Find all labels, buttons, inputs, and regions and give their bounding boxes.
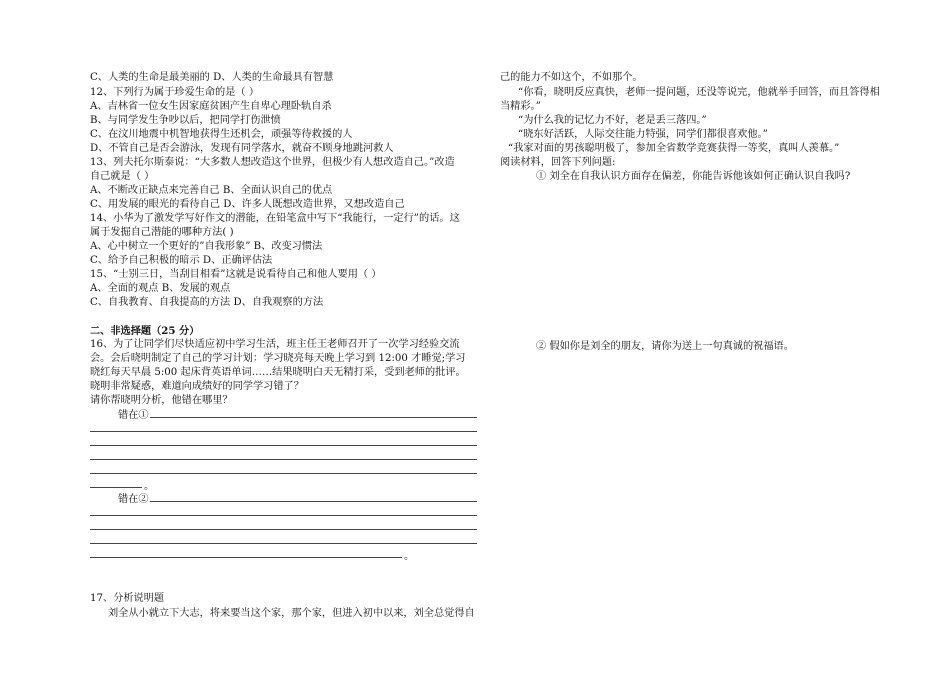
q17-line1: 刘全从小就立下大志，将来要当这个家，那个家，但进入初中以来，刘全总觉得自 [108,608,475,619]
q15-options-ab: A、全面的观点 B、发展的观点 [90,283,231,294]
material-line-2: “你看，晓明反应真快，老师一提问题，还没等说完，他就举手回答，而且答得相 [518,87,880,98]
answer-line[interactable] [90,529,477,530]
q14-options-ab: A、心中树立一个更好的”自我形象” B、改变习惯法 [90,241,323,252]
answer-line[interactable] [150,501,477,502]
read-instruction: 阅读材料，回答下列问题: [500,157,616,168]
sub-question-2: ② 假如你是刘全的朋友，请你为送上一句真诚的祝福语。 [536,341,794,352]
material-line-5: “晓东好活跃，人际交往能力特强，同学们都很喜欢他。” [518,129,768,140]
q16-line5: 请你帮晓明分析，他错在哪里？ [90,395,233,406]
answer-line[interactable] [90,431,477,432]
section2-title: 二、非选择题（25 分） [90,325,200,337]
answer-line[interactable] [90,459,477,460]
q16-error1-end-mark: 。 [144,481,155,492]
q16-line1: 16、为了让同学们尽快适应初中学习生活，班主任王老师召开了一次学习经验交流 [90,339,460,350]
q12-stem: 12、下列行为属于珍爱生命的是（ ） [90,87,260,98]
q12-option-b: B、与同学发生争吵以后，把同学打伤泄愤 [90,115,281,126]
answer-line[interactable] [150,417,477,418]
q13-stem-line1: 13、列夫托尔斯泰说：“大多数人想改造这个世界，但极少有人想改造自己。”改造 [90,157,455,168]
material-line-6: “我家对面的男孩聪明极了，参加全省数学竞赛获得一等奖，真叫人羡慕。” [508,143,840,154]
q16-line4: 晓明非常疑惑，难道向成绩好的同学学习错了？ [90,381,304,392]
answer-line[interactable] [90,543,477,544]
q15-stem: 15、“士别三日，当刮目相看”这就是说看待自己和他人要用（ ） [90,269,382,280]
q15-options-cd: C、自我教育、自我提高的方法 D、自我观察的方法 [90,297,324,308]
q14-stem-line2: 属于发掘自己潜能的哪种方法( ) [90,227,234,238]
q12-option-c: C、在汶川地震中机智地获得生还机会，顽强等待救援的人 [90,129,353,140]
answer-line[interactable] [90,515,477,516]
q12-option-d: D、不管自己是否会游泳，发现有同学落水，就奋不顾身地跳河救人 [90,143,394,154]
q17-title: 17、分析说明题 [90,593,165,604]
q16-error2-label: 错在② [118,494,149,505]
q16-line2: 会。会后晓明制定了自己的学习计划：学习晓亮每天晚上学习到 12:00 才睡觉;学习 [90,353,466,364]
q13-stem-line2: 自己就是（ ） [90,171,155,182]
answer-line[interactable] [90,487,142,488]
q11-options-cd: C、人类的生命是最美丽的 D、人类的生命最具有智慧 [90,72,334,83]
answer-line[interactable] [90,445,477,446]
q16-error1-label: 错在① [118,410,149,421]
q16-line3: 晓红每天早晨 5:00 起床背英语单词……结果晓明白天无精打采，受到老师的批评。 [90,367,466,378]
material-line-1: 己的能力不如这个，不如那个。 [500,72,643,83]
q13-options-cd: C、用发展的眼光的看待自己 D、许多人既想改造世界，又想改造自己 [90,199,405,210]
answer-line[interactable] [90,557,402,558]
q14-options-cd: C、给予自己积极的暗示 D、正确评估法 [90,255,273,266]
q14-stem-line1: 14、小华为了激发学写好作文的潜能，在铅笔盒中写下“我能行，一定行”的话。这 [90,213,460,224]
q13-options-ab: A、不断改正缺点来完善自己 B、全面认识自己的优点 [90,185,333,196]
answer-line[interactable] [90,473,477,474]
q16-error2-end-mark: 。 [404,551,415,562]
material-line-3: 当精彩。” [500,101,541,112]
material-line-4: “为什么我的记忆力不好，老是丢三落四。” [518,115,707,126]
sub-question-1: ① 刘全在自我认识方面存在偏差，你能告诉他该如何正确认识自我吗? [536,171,851,182]
q12-option-a: A、吉林省一位女生因家庭贫困产生自卑心理卧轨自杀 [90,101,332,112]
